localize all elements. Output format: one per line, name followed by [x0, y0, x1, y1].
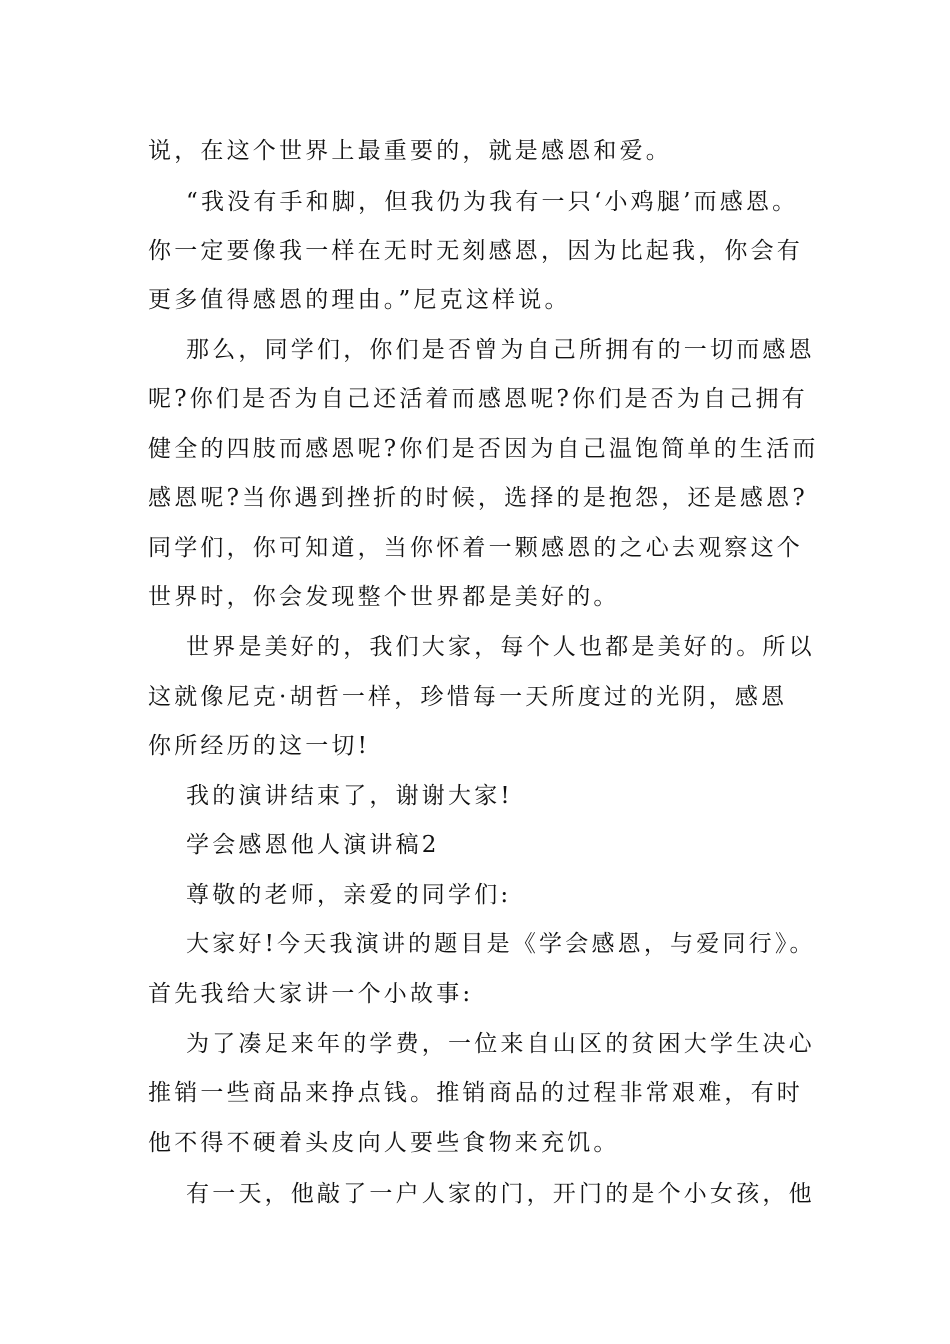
- text-line: 呢?你们是否为自己还活着而感恩呢?你们是否为自己拥有: [148, 386, 808, 412]
- text-line: 首先我给大家讲一个小故事:: [148, 981, 474, 1007]
- section-heading: 学会感恩他人演讲稿2: [186, 832, 440, 858]
- text-line: 同学们，你可知道，当你怀着一颗感恩的之心去观察这个: [148, 535, 803, 561]
- text-line: 感恩呢?当你遇到挫折的时候，选择的是抱怨，还是感恩?: [148, 485, 808, 511]
- text-line: 世界时，你会发现整个世界都是美好的。: [148, 584, 620, 610]
- text-line: 推销一些商品来挣点钱。推销商品的过程非常艰难，有时: [148, 1080, 803, 1106]
- text-line: 世界是美好的，我们大家，每个人也都是美好的。所以: [186, 634, 815, 660]
- text-line: 我的演讲结束了，谢谢大家!: [186, 783, 513, 809]
- text-line: 有一天，他敲了一户人家的门，开门的是个小女孩，他: [186, 1181, 815, 1207]
- text-line: 更多值得感恩的理由。”尼克这样说。: [148, 287, 571, 313]
- text-line: 他不得不硬着头皮向人要些食物来充饥。: [148, 1130, 620, 1156]
- text-line: 大家好!今天我演讲的题目是《学会感恩，与爱同行》。: [186, 931, 816, 957]
- text-line: 说，在这个世界上最重要的，就是感恩和爱。: [148, 138, 672, 164]
- text-line: “我没有手和脚，但我仍为我有一只‘小鸡腿’而感恩。: [186, 189, 799, 215]
- text-line: 你所经历的这一切!: [148, 733, 371, 759]
- text-line: 那么，同学们，你们是否曾为自己所拥有的一切而感恩: [186, 337, 815, 363]
- text-line: 为了凑足来年的学费，一位来自山区的贫困大学生决心: [186, 1031, 815, 1057]
- text-line: 你一定要像我一样在无时无刻感恩，因为比起我，你会有: [148, 238, 803, 264]
- text-line: 健全的四肢而感恩呢?你们是否因为自己温饱简单的生活而: [148, 436, 819, 462]
- text-line: 这就像尼克·胡哲一样，珍惜每一天所度过的光阴，感恩: [148, 684, 788, 710]
- text-line: 尊敬的老师，亲爱的同学们:: [186, 882, 512, 908]
